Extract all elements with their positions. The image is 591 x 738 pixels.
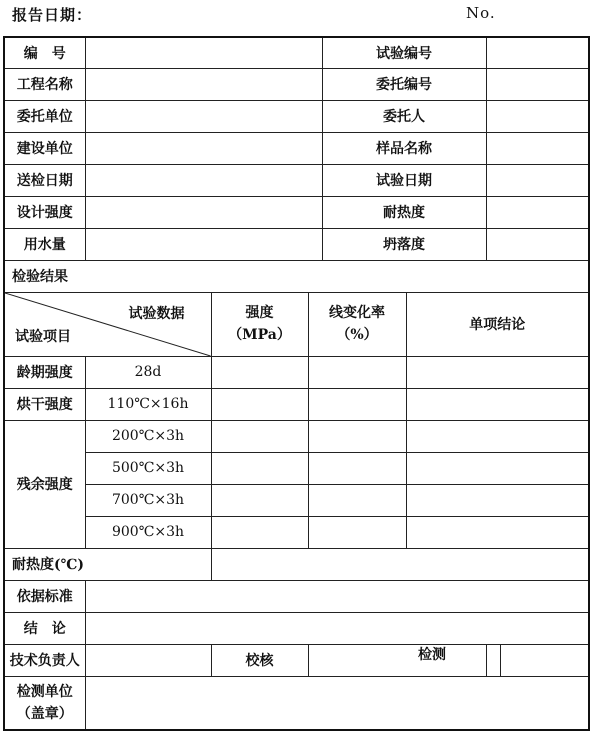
label-testing-unit-line1: 检测单位 (16, 683, 73, 700)
value-test-number[interactable] (486, 37, 589, 68)
row-heat-resistance: 耐热度(℃) (4, 548, 211, 580)
value-conclusion[interactable] (85, 612, 589, 644)
label-testing-unit (4, 676, 85, 730)
cell-residual-900-strength[interactable] (211, 516, 308, 548)
report-date-label: 报告日期： (12, 6, 93, 24)
header-linear-change-label: 线变化率 (329, 305, 385, 321)
cell-age-strength[interactable] (211, 356, 308, 388)
value-client-unit[interactable] (85, 100, 322, 132)
label-heat-resistance: 耐热度 (322, 196, 486, 228)
cell-residual-500-linear[interactable] (308, 452, 406, 484)
value-design-strength[interactable] (85, 196, 322, 228)
header-strength (211, 292, 308, 356)
label-water-amount: 用水量 (4, 228, 85, 260)
label-testing-unit-line2: （盖章） (16, 705, 73, 722)
header-linear-change (308, 292, 406, 356)
cell-residual-700-strength[interactable] (211, 484, 308, 516)
label-conclusion: 结 论 (4, 612, 85, 644)
cell-dry-linear[interactable] (308, 388, 406, 420)
header-item-conclusion: 单项结论 (406, 292, 589, 356)
label-tech-lead: 技术负责人 (4, 644, 85, 676)
label-client: 委托人 (322, 100, 486, 132)
value-sample-name[interactable] (486, 132, 589, 164)
cell-dry-conclusion[interactable] (406, 388, 589, 420)
cell-residual-200-linear[interactable] (308, 420, 406, 452)
header-strength-unit: （MPa） (228, 327, 291, 343)
value-tech-lead[interactable] (85, 644, 211, 676)
label-commission-number: 委托编号 (322, 68, 486, 100)
residual-value-500: 500℃×3h (85, 452, 211, 484)
value-water-amount[interactable] (85, 228, 322, 260)
report-number-label: No. (466, 4, 496, 22)
row-dry-strength: 烘干强度 (4, 388, 85, 420)
label-client-unit: 委托单位 (4, 100, 85, 132)
cell-heat-resistance-value[interactable] (211, 548, 589, 580)
label-sample-name: 样品名称 (322, 132, 486, 164)
value-commission-number[interactable] (486, 68, 589, 100)
value-heat-resistance[interactable] (486, 196, 589, 228)
residual-value-700: 700℃×3h (85, 484, 211, 516)
cell-age-linear[interactable] (308, 356, 406, 388)
label-slump: 坍落度 (322, 228, 486, 260)
residual-value-900: 900℃×3h (85, 516, 211, 548)
value-client[interactable] (486, 100, 589, 132)
label-construction-unit: 建设单位 (4, 132, 85, 164)
cell-residual-500-strength[interactable] (211, 452, 308, 484)
cell-residual-900-linear[interactable] (308, 516, 406, 548)
value-construction-unit[interactable] (85, 132, 322, 164)
label-test-number: 试验编号 (322, 37, 486, 68)
value-testing-unit[interactable] (85, 676, 589, 730)
cell-residual-200-strength[interactable] (211, 420, 308, 452)
results-title: 检验结果 (4, 260, 589, 292)
label-project-name: 工程名称 (4, 68, 85, 100)
label-design-strength: 设计强度 (4, 196, 85, 228)
value-review[interactable] (308, 644, 486, 676)
cell-residual-500-conclusion[interactable] (406, 452, 589, 484)
value-number[interactable] (85, 37, 322, 68)
cell-residual-200-conclusion[interactable] (406, 420, 589, 452)
value-test[interactable] (500, 644, 589, 676)
cell-residual-700-linear[interactable] (308, 484, 406, 516)
dry-value: 110℃×16h (85, 388, 211, 420)
label-test-spacer (486, 644, 500, 676)
cell-age-conclusion[interactable] (406, 356, 589, 388)
value-submit-date[interactable] (85, 164, 322, 196)
row-residual-strength: 残余强度 (4, 420, 85, 548)
label-standard: 依据标准 (4, 580, 85, 612)
diagonal-header-cell (4, 292, 211, 356)
label-test: 检测 (418, 647, 446, 663)
value-test-date[interactable] (486, 164, 589, 196)
cell-dry-strength[interactable] (211, 388, 308, 420)
diag-header-test-item: 试验项目 (15, 328, 71, 345)
age-value: 28d (85, 356, 211, 388)
row-age-strength: 龄期强度 (4, 356, 85, 388)
label-number: 编 号 (4, 37, 85, 68)
cell-residual-700-conclusion[interactable] (406, 484, 589, 516)
label-test-date: 试验日期 (322, 164, 486, 196)
label-review: 校核 (211, 644, 308, 676)
value-project-name[interactable] (85, 68, 322, 100)
cell-residual-900-conclusion[interactable] (406, 516, 589, 548)
header-linear-change-unit: （%） (336, 327, 378, 343)
header-strength-label: 强度 (245, 305, 274, 321)
value-slump[interactable] (486, 228, 589, 260)
inspection-report-table (3, 36, 590, 731)
label-submit-date: 送检日期 (4, 164, 85, 196)
value-standard[interactable] (85, 580, 589, 612)
diag-header-test-data: 试验数据 (128, 305, 185, 322)
residual-value-200: 200℃×3h (85, 420, 211, 452)
